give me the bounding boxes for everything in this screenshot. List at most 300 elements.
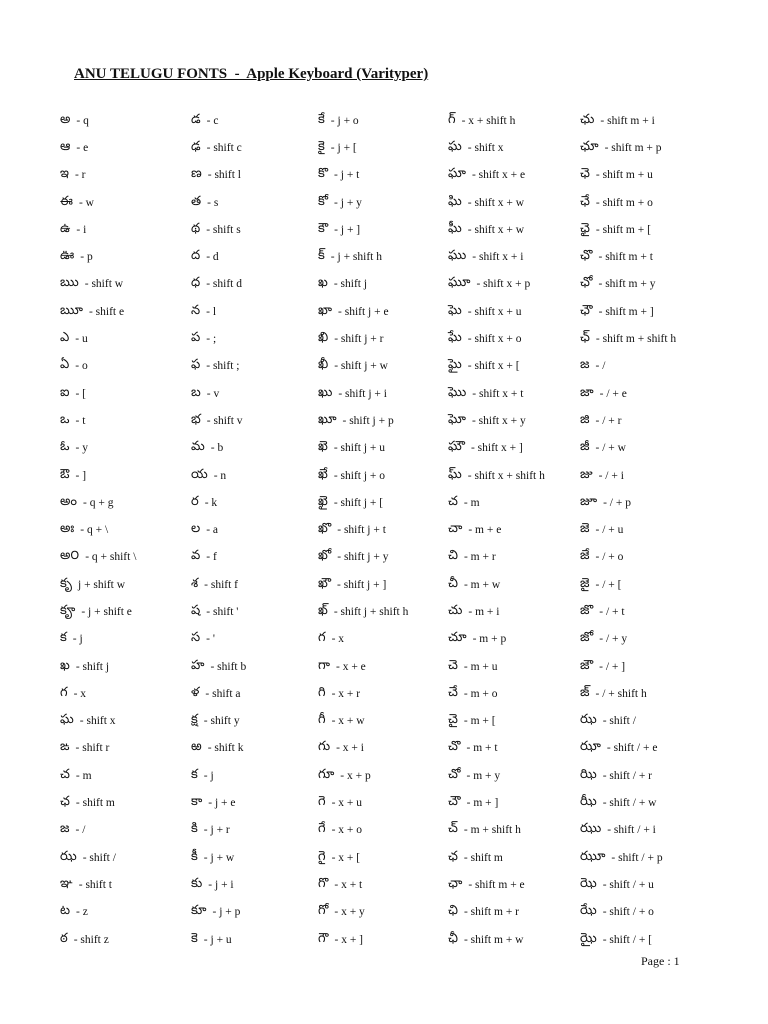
telugu-character: చొ — [448, 739, 461, 755]
telugu-character: ఝీ — [580, 794, 597, 810]
mapping-row — [60, 516, 191, 543]
telugu-character: జె — [580, 521, 590, 537]
key-combination: - x + o — [331, 824, 363, 837]
telugu-character: ళ — [191, 684, 200, 700]
telugu-character: ఏ — [60, 357, 70, 373]
telugu-character: ఖై — [318, 493, 328, 509]
telugu-character: అం — [60, 493, 77, 509]
key-combination: - shift / + i — [607, 824, 656, 837]
telugu-character: ఘె — [448, 302, 462, 318]
key-combination: - ' — [206, 633, 215, 646]
mapping-row — [60, 762, 191, 789]
mapping-row — [191, 325, 318, 352]
mapping-row — [60, 653, 191, 680]
key-combination: - m + p — [472, 633, 507, 646]
key-combination: - / + w — [595, 442, 626, 455]
telugu-character: ఫ — [191, 357, 201, 373]
telugu-character: ఋ — [60, 275, 79, 291]
key-combination: - shift m + u — [595, 169, 653, 182]
mapping-row — [60, 626, 191, 653]
telugu-character: ఙ — [60, 739, 70, 755]
key-combination: - shift m + ] — [598, 305, 654, 318]
telugu-character: ఢ — [191, 138, 201, 154]
key-combination: - x + shift h — [461, 114, 516, 127]
mapping-row — [318, 598, 448, 625]
key-combination: - shift j + t — [337, 524, 386, 537]
key-combination: - shift m + y — [598, 278, 656, 291]
telugu-character: క్ష — [191, 712, 198, 728]
key-combination: - / + o — [595, 551, 624, 564]
telugu-character: య — [191, 466, 208, 482]
key-combination: - shift z — [73, 933, 109, 946]
mapping-row — [580, 462, 720, 489]
key-combination: - y — [75, 442, 88, 455]
key-combination: - / + ] — [599, 660, 626, 673]
key-combination: j + shift w — [78, 578, 126, 591]
telugu-character: ఝా — [580, 739, 601, 755]
key-combination: - shift a — [205, 687, 241, 700]
key-combination: - m + shift h — [463, 824, 521, 837]
telugu-character: ఛె — [580, 166, 590, 182]
telugu-character: ఛూ — [580, 138, 599, 154]
telugu-character: ఛై — [580, 220, 590, 236]
mapping-row — [580, 762, 720, 789]
key-combination: - shift j + p — [342, 414, 394, 427]
key-combination: - / — [595, 360, 606, 373]
telugu-character: ఘ్ — [448, 466, 462, 482]
telugu-character: ఘ — [60, 712, 74, 728]
telugu-character: చే — [448, 684, 458, 700]
page-number: Page : 1 — [641, 954, 680, 968]
telugu-character: కి — [191, 821, 198, 837]
key-combination: - shift x + i — [472, 251, 524, 264]
mapping-row — [580, 871, 720, 898]
mapping-row — [448, 926, 580, 953]
mapping-row — [191, 380, 318, 407]
mapping-row — [191, 353, 318, 380]
telugu-character: ఝే — [580, 903, 597, 919]
key-combination: - c — [206, 114, 219, 127]
telugu-character: శ — [191, 575, 199, 591]
key-combination: - shift t — [78, 878, 112, 891]
telugu-character: గు — [318, 739, 331, 755]
telugu-character: ఖి — [318, 330, 329, 346]
telugu-character: ఝై — [580, 930, 597, 946]
mapping-row — [448, 189, 580, 216]
mapping-row — [318, 162, 448, 189]
mapping-row — [318, 380, 448, 407]
key-combination: - m + [ — [463, 715, 496, 728]
mapping-row — [191, 735, 318, 762]
key-combination: - shift / — [82, 851, 116, 864]
mapping-row — [318, 871, 448, 898]
telugu-character: గో — [318, 903, 329, 919]
key-combination: - shift f — [204, 578, 239, 591]
mapping-row — [448, 789, 580, 816]
telugu-character: ఖు — [318, 384, 333, 400]
mapping-row — [191, 871, 318, 898]
mapping-row — [580, 271, 720, 298]
telugu-character: క — [191, 766, 198, 782]
key-combination: - m + e — [468, 524, 502, 537]
mapping-row — [191, 817, 318, 844]
telugu-character: త — [191, 193, 202, 209]
key-combination: - j + r — [203, 824, 230, 837]
key-combination: - j + shift h — [330, 251, 383, 264]
key-combination: - / + r — [595, 414, 622, 427]
mapping-row — [191, 271, 318, 298]
mapping-row — [60, 571, 191, 598]
key-combination: - a — [206, 524, 219, 537]
key-combination: - shift j + ] — [337, 578, 387, 591]
telugu-character: జో — [580, 630, 594, 646]
telugu-character: చె — [448, 657, 458, 673]
telugu-character: చ — [448, 493, 458, 509]
key-combination: - shift / + p — [611, 851, 663, 864]
key-combination: - shift d — [206, 278, 242, 291]
mapping-row — [318, 544, 448, 571]
telugu-character: జీ — [580, 439, 590, 455]
telugu-character: కృ — [60, 575, 72, 591]
mapping-row — [318, 489, 448, 516]
mapping-row — [60, 216, 191, 243]
key-combination: - shift m + i — [600, 114, 655, 127]
key-combination: - d — [206, 251, 219, 264]
mapping-row — [191, 899, 318, 926]
telugu-character: ఐ — [60, 384, 70, 400]
telugu-character: ఎ — [60, 330, 70, 346]
mapping-row — [448, 489, 580, 516]
mapping-row — [318, 626, 448, 653]
telugu-character: ప — [191, 330, 201, 346]
key-combination: - / + y — [599, 633, 628, 646]
key-combination: - x — [331, 633, 345, 646]
telugu-character: చు — [448, 602, 463, 618]
key-combination: - shift x + shift h — [467, 469, 545, 482]
telugu-character: కె — [191, 930, 198, 946]
telugu-character: చో — [448, 766, 461, 782]
telugu-character: ఖ — [60, 657, 70, 673]
key-combination: - shift m — [75, 797, 115, 810]
key-combination: - shift / + u — [602, 878, 654, 891]
key-combination: - / + t — [599, 605, 625, 618]
mapping-row — [318, 762, 448, 789]
key-combination: - shift r — [75, 742, 110, 755]
mapping-row — [448, 243, 580, 270]
key-combination: - f — [206, 551, 217, 564]
telugu-character: గై — [318, 848, 326, 864]
key-combination: - shift x — [467, 141, 504, 154]
key-combination: - k — [204, 496, 218, 509]
key-mapping-table — [60, 107, 720, 953]
telugu-character: కు — [191, 875, 203, 891]
key-combination: - x + i — [336, 742, 364, 755]
telugu-character: చ — [60, 766, 70, 782]
telugu-character: ఘై — [448, 357, 462, 373]
telugu-character: జ — [580, 357, 590, 373]
mapping-row — [318, 107, 448, 134]
key-combination: - / + e — [599, 387, 627, 400]
table-column-3 — [318, 107, 448, 953]
key-combination: - z — [76, 906, 88, 919]
key-combination: - shift c — [206, 141, 242, 154]
key-combination: - i — [76, 223, 87, 236]
key-combination: - ; — [206, 333, 217, 346]
key-combination: - ] — [75, 469, 87, 482]
mapping-row — [580, 516, 720, 543]
mapping-row — [318, 134, 448, 161]
mapping-row — [580, 189, 720, 216]
key-combination: - x — [73, 687, 87, 700]
telugu-character: ర — [191, 493, 199, 509]
key-combination: - shift m + w — [463, 933, 524, 946]
telugu-character: ఛ్ — [580, 330, 590, 346]
mapping-row — [580, 216, 720, 243]
key-combination: - m + w — [463, 578, 501, 591]
mapping-row — [191, 789, 318, 816]
telugu-character: ఘూ — [448, 275, 471, 291]
mapping-row — [448, 298, 580, 325]
mapping-row — [60, 271, 191, 298]
mapping-row — [448, 380, 580, 407]
mapping-row — [60, 107, 191, 134]
mapping-row — [318, 899, 448, 926]
telugu-character: ధ — [191, 275, 201, 291]
key-combination: - shift y — [203, 715, 240, 728]
mapping-row — [191, 571, 318, 598]
mapping-row — [580, 598, 720, 625]
telugu-character: జా — [580, 384, 594, 400]
mapping-row — [60, 844, 191, 871]
telugu-character: కా — [191, 794, 203, 810]
mapping-row — [448, 407, 580, 434]
key-combination: - shift j + u — [333, 442, 386, 455]
mapping-row — [448, 653, 580, 680]
mapping-row — [580, 407, 720, 434]
mapping-row — [318, 216, 448, 243]
mapping-row — [580, 789, 720, 816]
telugu-character: ఛ — [60, 794, 70, 810]
telugu-character: ఘీ — [448, 220, 462, 236]
key-combination: - o — [75, 360, 88, 373]
telugu-character: ఖే — [318, 466, 328, 482]
mapping-row — [448, 353, 580, 380]
mapping-row — [191, 462, 318, 489]
mapping-row — [191, 844, 318, 871]
key-combination: - x + w — [331, 715, 365, 728]
mapping-row — [580, 134, 720, 161]
key-combination: - j — [203, 769, 214, 782]
telugu-character: గూ — [318, 766, 335, 782]
mapping-row — [191, 762, 318, 789]
key-combination: - r — [74, 169, 86, 182]
table-column-4 — [448, 107, 580, 953]
telugu-character: జై — [580, 575, 590, 591]
mapping-row — [191, 598, 318, 625]
telugu-character: ఘౌ — [448, 439, 465, 455]
key-combination: - shift j + [ — [333, 496, 384, 509]
mapping-row — [318, 926, 448, 953]
telugu-character: ఘొ — [448, 384, 467, 400]
mapping-row — [580, 817, 720, 844]
mapping-row — [448, 871, 580, 898]
key-combination: - shift x + e — [471, 169, 526, 182]
mapping-row — [60, 298, 191, 325]
key-combination: - n — [213, 469, 227, 482]
telugu-character: ఖ — [318, 275, 328, 291]
mapping-row — [580, 899, 720, 926]
mapping-row — [191, 626, 318, 653]
key-combination: - p — [80, 251, 93, 264]
mapping-row — [448, 844, 580, 871]
key-combination: - e — [76, 141, 89, 154]
telugu-character: ఖె — [318, 439, 328, 455]
telugu-character: ఓ — [60, 439, 70, 455]
telugu-character: ఘో — [448, 411, 466, 427]
telugu-character: కీ — [191, 848, 198, 864]
key-combination: - / + [ — [595, 578, 622, 591]
telugu-character: మ — [191, 439, 205, 455]
key-combination: - j + t — [334, 169, 360, 182]
mapping-row — [191, 162, 318, 189]
key-combination: - shift m + [ — [595, 223, 651, 236]
key-combination: - shift j — [75, 660, 110, 673]
key-combination: - s — [207, 196, 219, 209]
key-combination: - shift x + t — [472, 387, 524, 400]
mapping-row — [448, 271, 580, 298]
mapping-row — [191, 926, 318, 953]
key-combination: - shift / — [602, 715, 636, 728]
key-combination: - shift j + shift h — [333, 605, 409, 618]
key-combination: - shift m — [463, 851, 503, 864]
mapping-row — [580, 571, 720, 598]
telugu-character: ఝ — [580, 712, 597, 728]
telugu-character: ఝ — [60, 848, 77, 864]
key-combination: - m + r — [463, 551, 496, 564]
key-combination: - m — [75, 769, 92, 782]
mapping-row — [318, 571, 448, 598]
mapping-row — [60, 789, 191, 816]
telugu-character: ఆ — [60, 138, 71, 154]
mapping-row — [580, 926, 720, 953]
key-combination: - shift j + r — [334, 333, 384, 346]
key-combination: - shift m + r — [463, 906, 520, 919]
mapping-row — [580, 162, 720, 189]
mapping-row — [580, 489, 720, 516]
mapping-row — [318, 298, 448, 325]
key-combination: - shift x + w — [467, 223, 525, 236]
telugu-character: చీ — [448, 575, 458, 591]
key-combination: - j + shift e — [81, 605, 132, 618]
telugu-character: గొ — [318, 875, 329, 891]
mapping-row — [60, 817, 191, 844]
telugu-character: ఛౌ — [580, 302, 593, 318]
telugu-character: ఊ — [60, 248, 75, 264]
key-combination: - m + u — [463, 660, 498, 673]
mapping-row — [60, 162, 191, 189]
key-combination: - q — [76, 114, 89, 127]
telugu-character: ఛా — [448, 875, 463, 891]
telugu-character: ఖో — [318, 548, 332, 564]
telugu-character: గి — [318, 684, 326, 700]
telugu-character: ల — [191, 521, 201, 537]
mapping-row — [318, 353, 448, 380]
key-combination: - shift j + o — [333, 469, 386, 482]
telugu-character: ఝూ — [580, 848, 606, 864]
key-combination: - shift l — [207, 169, 241, 182]
key-combination: - / — [75, 824, 86, 837]
telugu-character: ఘ — [448, 138, 462, 154]
mapping-row — [191, 243, 318, 270]
key-combination: - w — [78, 196, 94, 209]
telugu-character: ఛు — [580, 111, 595, 127]
key-combination: - j + ] — [334, 223, 361, 236]
mapping-row — [60, 926, 191, 953]
telugu-character: గె — [318, 794, 326, 810]
key-combination: - j + p — [212, 906, 241, 919]
mapping-row — [191, 216, 318, 243]
key-combination: - shift j + i — [338, 387, 387, 400]
key-combination: - shift / + o — [602, 906, 654, 919]
mapping-row — [191, 708, 318, 735]
mapping-row — [448, 571, 580, 598]
key-combination: - b — [210, 442, 224, 455]
mapping-row — [191, 134, 318, 161]
key-combination: - j + y — [334, 196, 362, 209]
telugu-character: థ — [191, 220, 201, 236]
mapping-row — [60, 189, 191, 216]
key-combination: - u — [75, 333, 88, 346]
mapping-row — [60, 134, 191, 161]
key-combination: - shift m + e — [468, 878, 525, 891]
telugu-character: కొ — [318, 166, 329, 182]
telugu-character: ఛొ — [580, 248, 593, 264]
telugu-character: స — [191, 630, 201, 646]
mapping-row — [580, 107, 720, 134]
mapping-row — [580, 844, 720, 871]
mapping-row — [60, 871, 191, 898]
mapping-row — [60, 544, 191, 571]
mapping-row — [191, 298, 318, 325]
telugu-character: గ — [318, 630, 326, 646]
telugu-character: గ్ — [448, 111, 456, 127]
key-combination: - t — [75, 414, 86, 427]
key-combination: - m + ] — [466, 797, 499, 810]
mapping-row — [448, 162, 580, 189]
mapping-row — [448, 680, 580, 707]
telugu-character: కౌ — [318, 220, 329, 236]
key-combination: - shift ; — [206, 360, 240, 373]
key-combination: - shift m + o — [595, 196, 653, 209]
telugu-character: ఛీ — [448, 930, 458, 946]
mapping-row — [60, 680, 191, 707]
key-combination: - m + y — [466, 769, 501, 782]
telugu-character: చౌ — [448, 794, 461, 810]
key-combination: - shift e — [88, 305, 125, 318]
telugu-character: ఛే — [580, 193, 590, 209]
telugu-character: ఱ — [191, 739, 202, 755]
mapping-row — [191, 516, 318, 543]
key-combination: - shift x — [79, 715, 116, 728]
telugu-character: ఞ — [60, 875, 73, 891]
telugu-character: ద — [191, 248, 201, 264]
mapping-row — [318, 407, 448, 434]
mapping-row — [60, 598, 191, 625]
mapping-row — [580, 353, 720, 380]
mapping-row — [60, 462, 191, 489]
mapping-row — [448, 762, 580, 789]
telugu-character: ఖీ — [318, 357, 329, 373]
